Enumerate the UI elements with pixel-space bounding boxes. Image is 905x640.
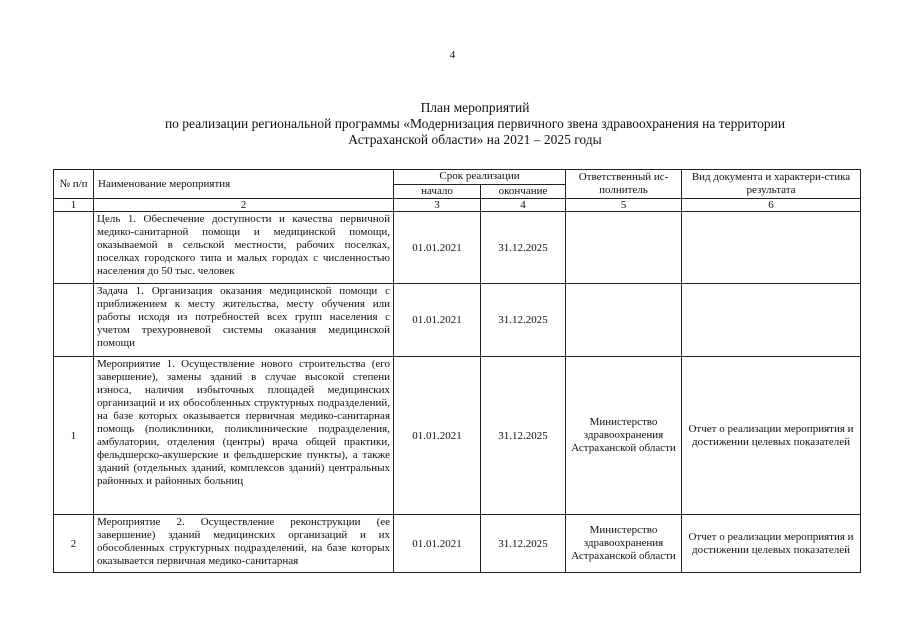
row-responsible	[566, 284, 682, 357]
row-end: 31.12.2025	[481, 284, 566, 357]
header-num: № п/п	[54, 170, 94, 199]
table-row	[54, 515, 861, 573]
row-end: 31.12.2025	[481, 357, 566, 515]
row-responsible: Министерство здравоохранения Астраханской области	[566, 515, 682, 573]
plan-table	[53, 169, 861, 573]
row-result	[682, 284, 861, 357]
document-title	[60, 100, 890, 148]
row-responsible	[566, 212, 682, 284]
table-row	[54, 212, 861, 284]
header-result: Вид документа и характери-стика результата	[682, 170, 861, 199]
row-start: 01.01.2021	[394, 357, 481, 515]
column-number: 3	[394, 199, 481, 212]
row-name: Мероприятие 1. Осуществление нового строительства (его завершение), замены зданий в случае высокой степени износа, наличия избыточных площадей медицинских организаций и их обособленных структурных подразделений, на базе которых оказывается первичная медико-санитарная помощь (поликлиники, поликлинические подразделения, амбулатории, отделения (центры) врача общей практики, фельдшерско-акушерские и фельдшерские пункты), а также зданий (отдельных зданий, комплексов зданий) центральных районных и районных больниц	[94, 357, 394, 515]
row-result	[682, 212, 861, 284]
row-end: 31.12.2025	[481, 515, 566, 573]
row-start: 01.01.2021	[394, 515, 481, 573]
row-responsible: Министерство здравоохранения Астраханской области	[566, 357, 682, 515]
header-responsible: Ответственный ис-полнитель	[566, 170, 682, 199]
row-start: 01.01.2021	[394, 284, 481, 357]
row-num	[54, 284, 94, 357]
column-number: 5	[566, 199, 682, 212]
row-result: Отчет о реализации мероприятия и достижении целевых показателей	[682, 515, 861, 573]
row-name: Мероприятие 2. Осуществление реконструкции (ее завершение) зданий медицинских организаций и их обособленных структурных подразделений, на базе которых оказывается первичная медико-санитарная	[94, 515, 394, 573]
title-line-3: Астраханской области» на 2021 – 2025 годы	[348, 132, 602, 147]
header-row-1	[54, 170, 861, 185]
row-num	[54, 212, 94, 284]
row-result: Отчет о реализации мероприятия и достижении целевых показателей	[682, 357, 861, 515]
column-number: 4	[481, 199, 566, 212]
column-number-row	[54, 199, 861, 212]
row-start: 01.01.2021	[394, 212, 481, 284]
column-number: 1	[54, 199, 94, 212]
row-num: 1	[54, 357, 94, 515]
header-start: начало	[394, 184, 481, 199]
page-number: 4	[449, 49, 456, 61]
title-line-2: по реализации региональной программы «Модернизация первичного звена здравоохранения на территории	[164, 116, 786, 131]
column-number: 2	[94, 199, 394, 212]
table-row	[54, 284, 861, 357]
header-period: Срок реализации	[394, 170, 566, 185]
table-row	[54, 357, 861, 515]
row-name: Задача 1. Организация оказания медицинской помощи с приближением к месту жительства, месту обучения или работы исходя из потребностей всех групп населения с учетом трехуровневой системы оказания медицинской помощи	[94, 284, 394, 357]
header-end: окончание	[481, 184, 566, 199]
row-end: 31.12.2025	[481, 212, 566, 284]
header-name: Наименование мероприятия	[94, 170, 394, 199]
title-line-1: План мероприятий	[420, 100, 530, 115]
column-number: 6	[682, 199, 861, 212]
row-name: Цель 1. Обеспечение доступности и качества первичной медико-санитарной помощи и медицинской помощи, оказываемой в сельской местности, рабочих поселках, поселках городского типа и малых городах с численностью населения до 50 тыс. человек	[94, 212, 394, 284]
row-num: 2	[54, 515, 94, 573]
